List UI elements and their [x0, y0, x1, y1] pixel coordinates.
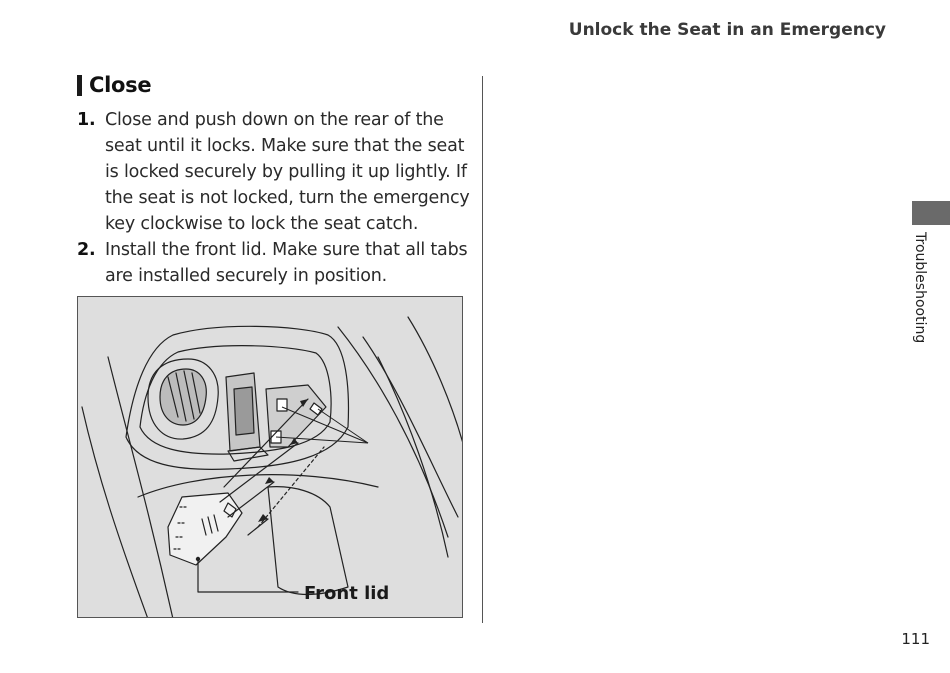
- front-lid-illustration: [77, 296, 463, 618]
- column-divider: [482, 76, 483, 623]
- step-list: [77, 107, 471, 289]
- step-item: [77, 107, 471, 237]
- figure-caption: Front lid: [304, 583, 390, 604]
- section-heading: [77, 73, 151, 97]
- page-number: 111: [901, 630, 930, 648]
- step-item: [77, 237, 471, 289]
- section-heading-text: Close: [89, 73, 152, 97]
- step-number: 1.: [77, 110, 96, 130]
- step-text: Install the front lid. Make sure that all tabs are installed securely in position.: [105, 240, 468, 286]
- chapter-tab-label: Troubleshooting: [912, 232, 928, 344]
- chapter-tab-marker: [912, 201, 950, 225]
- page-header-title: Unlock the Seat in an Emergency: [568, 20, 886, 40]
- step-number: 2.: [77, 240, 96, 260]
- front-lid-drawing: [78, 297, 463, 618]
- step-text: Close and push down on the rear of the seat until it locks. Make sure that the seat is locked securely by pulling it up lightly. If the seat is not locked, turn the emergency key clockwise to lock the seat catch.: [105, 110, 470, 234]
- heading-marker: [77, 75, 82, 96]
